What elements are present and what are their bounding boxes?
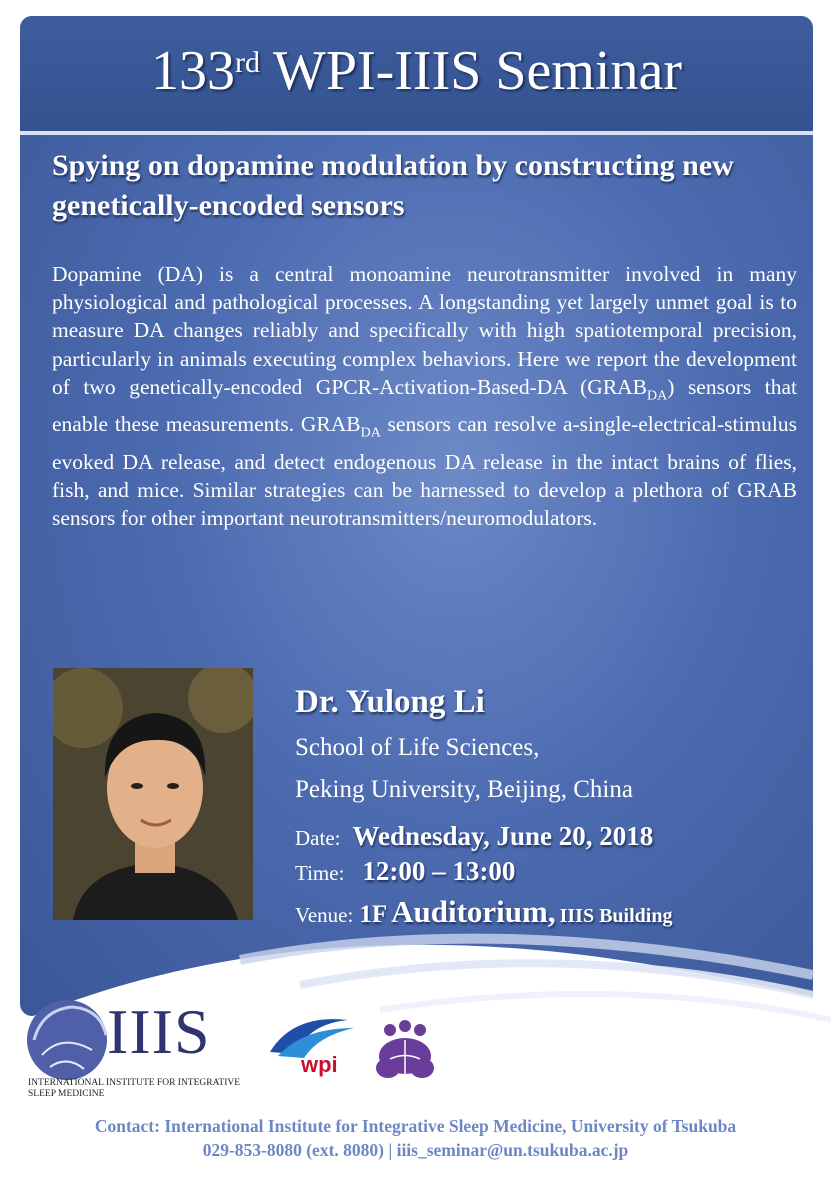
venue-label: Venue: <box>295 903 354 927</box>
speaker-affiliation-line2: Peking University, Beijing, China <box>295 776 633 803</box>
tsukuba-paulownia-crest-icon <box>370 1014 440 1084</box>
venue-building: IIIS Building <box>559 905 673 927</box>
abstract-part-2: ) sensors that enable these measurements. GRAB <box>52 374 797 437</box>
wpi-wordmark: wpi <box>301 1052 338 1077</box>
iiis-caption-line1: INTERNATIONAL INSTITUTE FOR INTEGRATIVE <box>28 1078 241 1088</box>
time-value: 12:00 – 13:00 <box>362 856 516 886</box>
abstract-part-1: Dopamine (DA) is a central monoamine neurotransmitter involved in many physiological and pathological processes. A longstanding yet largely unmet goal is to measure DA changes reliably and specifically with high spatiotemporal precision, particularly in animals executing complex behaviors. Here we report the development of two genetically-encoded GPCR-Activation-Based-DA (GRAB <box>52 262 797 399</box>
abstract-subscript-2: DA <box>360 425 381 441</box>
iiis-caption-line2: SLEEP MEDICINE <box>28 1089 105 1099</box>
abstract-subscript-1: DA <box>647 388 668 404</box>
abstract-part-3: sensors can resolve a-single-electrical-stimulus evoked DA release, and detect endogenous DA release in the intact brains of flies, fish, and mice. Similar strategies can be harnessed to develop a plethora of GRAB sensors for other important neurotransmitters/neuromodulators. <box>52 412 797 531</box>
speaker-affiliation-line1: School of Life Sciences, <box>295 734 540 761</box>
time-label: Time: <box>295 861 345 885</box>
speaker-name: Dr. Yulong Li <box>295 684 485 720</box>
venue-room: Auditorium, <box>391 894 556 929</box>
iiis-wordmark: IIIS <box>107 996 211 1067</box>
seminar-number: 133 <box>151 40 235 102</box>
date-value: Wednesday, June 20, 2018 <box>352 821 654 851</box>
date-label: Date: <box>295 826 341 850</box>
contact-line-2: 029-853-8080 (ext. 8080) | iiis_seminar@un.tsukuba.ac.jp <box>202 1140 629 1160</box>
venue-floor: 1F <box>359 901 388 928</box>
ordinal-suffix: rd <box>235 46 260 79</box>
seminar-title-text: WPI-IIIS Seminar <box>260 40 682 102</box>
contact-line-1: Contact: International Institute for Integrative Sleep Medicine, University of Tsukuba <box>94 1116 737 1136</box>
iiis-caption <box>28 1078 240 1100</box>
talk-title: Spying on dopamine modulation by constructing new genetically-encoded sensors <box>52 149 734 222</box>
